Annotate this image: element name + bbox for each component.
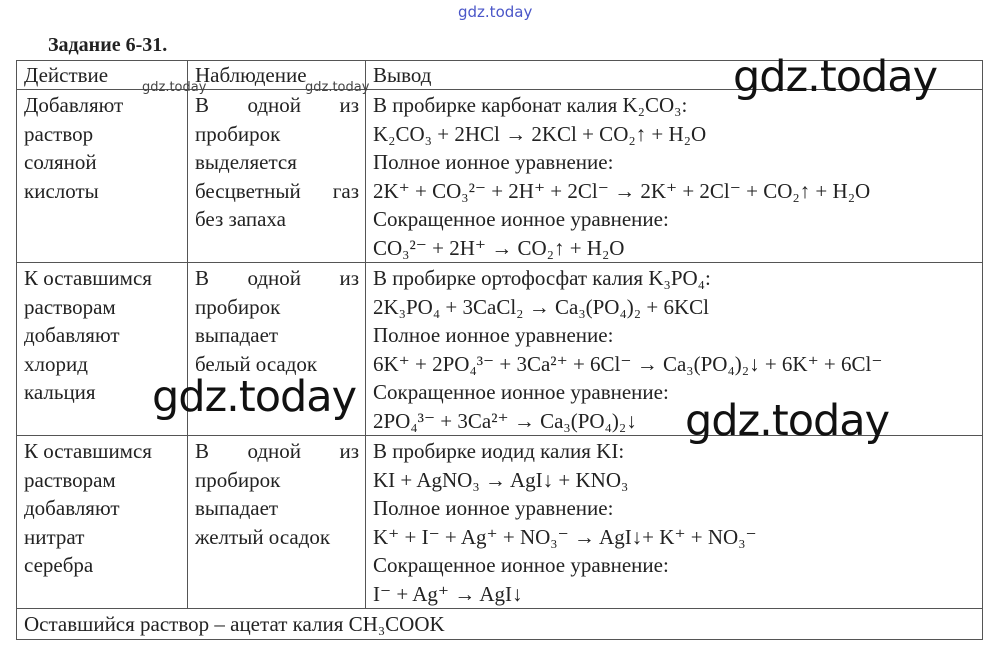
action-line: серебра <box>24 553 94 577</box>
watermark-small: gdz.today <box>305 80 370 95</box>
equation-line: 2K⁺ + CO₃²⁻ + 2H⁺ + 2Cl⁻ → 2K⁺ + 2Cl⁻ + CO₂↑ + H₂O <box>373 178 871 203</box>
observation-line: выделяется <box>195 150 297 174</box>
conclusion-cell <box>366 90 983 263</box>
conclusion-line: Полное ионное уравнение: <box>373 323 614 347</box>
watermark-large: gdz.today <box>733 52 938 102</box>
observation-line: выпадает <box>195 323 279 347</box>
conclusion-line: Сокращенное ионное уравнение: <box>373 380 669 404</box>
conclusion-line: Сокращенное ионное уравнение: <box>373 207 669 231</box>
conclusion-line: В пробирке ортофосфат калия K₃PO₄: <box>373 266 711 290</box>
watermark-small: gdz.today <box>142 80 207 95</box>
header-conclusion: Вывод <box>366 61 983 90</box>
action-line: кальция <box>24 380 96 404</box>
action-line: К оставшимся <box>24 439 152 463</box>
action-line: хлорид <box>24 351 88 376</box>
answer-table <box>16 60 983 640</box>
observation-cell <box>188 436 366 609</box>
observation-cell <box>188 90 366 263</box>
action-line: Добавляют <box>24 93 124 117</box>
action-line: добавляют <box>24 496 120 520</box>
equation-line: 2PO₄³⁻ + 3Ca²⁺ → Ca₃(PO₄)₂↓ <box>373 408 637 433</box>
conclusion-cell <box>366 263 983 436</box>
action-cell <box>17 436 188 609</box>
action-line: добавляют <box>24 323 120 347</box>
conclusion-line: Полное ионное уравнение: <box>373 496 614 520</box>
action-line: К оставшимся <box>24 266 152 290</box>
observation-line: пробирок <box>195 467 281 492</box>
conclusion-line: В пробирке карбонат калия K₂CO₃: <box>373 93 688 117</box>
action-line: раствор <box>24 121 94 146</box>
action-line: соляной <box>24 150 97 174</box>
task-title: Задание 6-31. <box>48 34 168 56</box>
equation-line: CO₃²⁻ + 2H⁺ → CO₂↑ + H₂O <box>373 235 625 260</box>
observation-line: бесцветный газ <box>195 178 359 203</box>
table-footer-row <box>17 609 983 640</box>
observation-line: В одной из <box>195 266 359 290</box>
action-line: кислоты <box>24 178 99 203</box>
equation-line: 2K₃PO₄ + 3CaCl₂ → Ca₃(PO₄)₂ + 6KCl <box>373 294 709 319</box>
conclusion-cell <box>366 436 983 609</box>
action-line: растворам <box>24 467 116 492</box>
watermark-top: gdz.today <box>458 3 533 21</box>
observation-line: желтый осадок <box>195 524 331 549</box>
action-line: нитрат <box>24 524 85 549</box>
action-line: растворам <box>24 294 116 319</box>
observation-line: без запаха <box>195 207 286 231</box>
conclusion-line: Сокращенное ионное уравнение: <box>373 553 669 577</box>
conclusion-line: В пробирке иодид калия KI: <box>373 439 625 463</box>
observation-line: В одной из <box>195 93 359 117</box>
table-row <box>17 436 983 609</box>
action-cell <box>17 90 188 263</box>
watermark-large: gdz.today <box>152 372 357 422</box>
conclusion-line: Полное ионное уравнение: <box>373 150 614 174</box>
header-action: Действие <box>17 61 188 90</box>
equation-line: KI + AgNO₃ → AgI↓ + KNO₃ <box>373 467 629 492</box>
observation-line: В одной из <box>195 439 359 463</box>
header-observation: Наблюдение <box>188 61 366 90</box>
observation-line: белый осадок <box>195 351 318 376</box>
equation-line: I⁻ + Ag⁺ → AgI↓ <box>373 581 523 606</box>
table-row <box>17 90 983 263</box>
equation-line: K₂CO₃ + 2HCl → 2KCl + CO₂↑ + H₂O <box>373 121 707 146</box>
equation-line: 6K⁺ + 2PO₄³⁻ + 3Ca²⁺ + 6Cl⁻ → Ca₃(PO₄)₂↓ + 6K⁺ + 6Cl⁻ <box>373 351 883 376</box>
watermark-large: gdz.today <box>685 396 890 446</box>
equation-line: K⁺ + I⁻ + Ag⁺ + NO₃⁻ → AgI↓+ K⁺ + NO₃⁻ <box>373 524 757 549</box>
footer-cell: Оставшийся раствор – ацетат калия CH₃COOK <box>17 609 983 640</box>
observation-line: пробирок <box>195 121 281 146</box>
observation-line: выпадает <box>195 496 279 520</box>
observation-line: пробирок <box>195 294 281 319</box>
